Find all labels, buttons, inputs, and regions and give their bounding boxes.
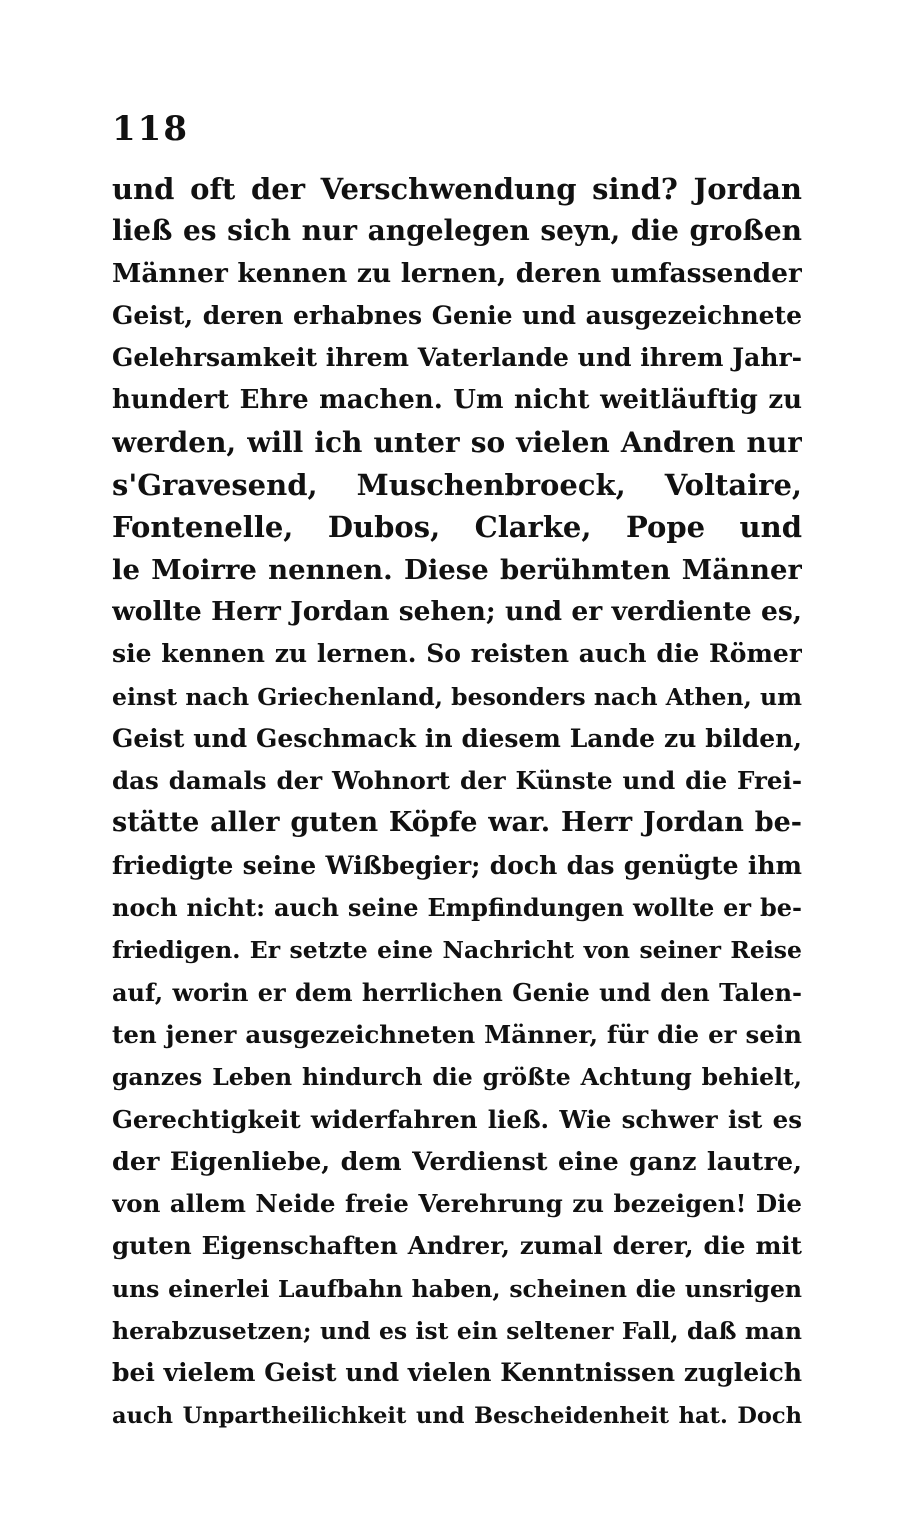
text-line: Geist und Geschmack in diesem Lande zu bilden, <box>112 723 802 753</box>
text-line: Geist, deren erhabnes Genie und ausgezeichnete <box>112 300 802 330</box>
text-line: le Moirre nennen. Diese berühmten Männer <box>112 553 802 586</box>
text-line: auch Unpartheilichkeit und Bescheidenheit hat. Doch <box>112 1402 802 1429</box>
text-line: hundert Ehre machen. Um nicht weitläuftig zu <box>112 385 802 416</box>
text-line: bei vielem Geist und vielen Kenntnissen zugleich <box>112 1358 802 1388</box>
text-line: wollte Herr Jordan sehen; und er verdiente es, <box>112 595 802 627</box>
text-line: Männer kennen zu lernen, deren umfassender <box>112 257 802 289</box>
text-line: s'Gravesend, Muschenbroeck, Voltaire, <box>112 468 802 503</box>
text-line: noch nicht: auch seine Empfindungen wollte er be- <box>112 893 802 923</box>
text-line: stätte aller guten Köpfe war. Herr Jordan be- <box>112 807 802 839</box>
text-line: der Eigenliebe, dem Verdienst eine ganz lautre, <box>112 1146 802 1177</box>
text-line: Gerechtigkeit widerfahren ließ. Wie schwer ist es <box>112 1104 802 1134</box>
text-line: werden, will ich unter so vielen Andren nur <box>112 425 802 459</box>
text-line: guten Eigenschaften Andrer, zumal derer, die mit <box>112 1231 802 1261</box>
text-line: auf, worin er dem herrlichen Genie und den Talen- <box>112 977 802 1007</box>
text-line: herabzusetzen; und es ist ein seltener Fall, daß man <box>112 1317 802 1346</box>
text-line: Gelehrsamkeit ihrem Vaterlande und ihrem Jahr- <box>112 343 802 373</box>
text-line: von allem Neide freie Verehrung zu bezeigen! Die <box>112 1189 802 1219</box>
text-line: friedigen. Er setzte eine Nachricht von seiner Reise <box>112 936 802 965</box>
page-number: 118 <box>112 109 189 149</box>
text-line: Fontenelle, Dubos, Clarke, Pope und <box>112 510 802 545</box>
text-line: das damals der Wohnort der Künste und die Frei- <box>112 766 802 796</box>
text-line: und oft der Verschwendung sind? Jordan <box>112 172 802 206</box>
body-text <box>112 168 802 1437</box>
text-line: uns einerlei Laufbahn haben, scheinen die unsrigen <box>112 1274 802 1303</box>
text-line: ten jener ausgezeichneten Männer, für die er sein <box>112 1019 802 1049</box>
text-line: friedigte seine Wißbegier; doch das genügte ihm <box>112 850 802 880</box>
text-line: sie kennen zu lernen. So reisten auch die Römer <box>112 639 802 669</box>
text-line: einst nach Griechenland, besonders nach Athen, um <box>112 682 802 711</box>
text-line: ließ es sich nur angelegen seyn, die großen <box>112 214 802 248</box>
text-line: ganzes Leben hindurch die größte Achtung behielt, <box>112 1063 802 1092</box>
